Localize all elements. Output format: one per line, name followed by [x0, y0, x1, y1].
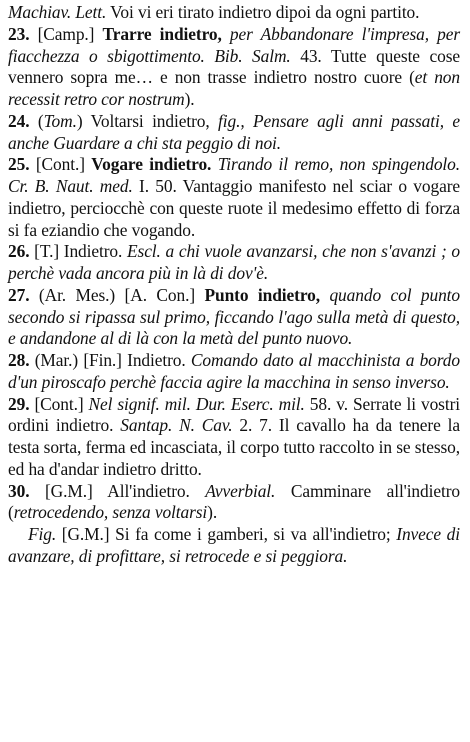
bold-text: 24.: [8, 110, 30, 131]
body-text: 2. 7. Il cavallo ha da tenere la testa sorta, ferma ed incasciata, il corpo tutto raccolto in se stesso, ed ha d'andar indietro dritto.: [8, 415, 460, 479]
dictionary-entry: [8, 285, 460, 350]
italic-text: Tom.: [43, 110, 77, 131]
body-text: (Mar.) [Fin.] Indietro.: [29, 350, 191, 370]
italic-text: Machiav. Lett.: [8, 2, 107, 22]
body-text: ) Voltarsi indietro,: [76, 110, 219, 131]
italic-text: quando col punto secondo si ripassa sul primo, ficcando l'ago sulla metà di questo, e andandone al di là con la metà del punto nuovo.: [8, 284, 461, 349]
body-text: [G.M.] All'indietro.: [29, 480, 206, 501]
body-text: (: [29, 110, 44, 131]
body-text: [Cont.]: [29, 393, 89, 414]
body-text: [Camp.]: [29, 23, 103, 44]
dictionary-entry: [8, 24, 460, 111]
dictionary-entry: [8, 241, 460, 285]
bold-text: 30.: [8, 480, 30, 501]
body-text: (Ar. Mes.) [A. Con.]: [29, 284, 205, 305]
bold-text: Vogare indietro.: [91, 154, 212, 175]
dictionary-entry: [8, 394, 460, 481]
body-text: ).: [184, 89, 195, 109]
body-text: I. 50. Vantaggio manifesto nel sciar o vogare indietro, perciocchè con queste ruote il medesimo effetto di forza si fa eziandio che vogando.: [8, 176, 461, 240]
dictionary-entry: [8, 2, 460, 24]
bold-text: 26.: [8, 241, 30, 262]
italic-text: Invece di avanzare, di profittare, si retrocede e si peggiora.: [8, 524, 460, 566]
body-text: 43. Tutte queste cose vennero sopra me… e non trasse indietro nostro cuore (: [8, 45, 460, 88]
dictionary-entry: [8, 524, 460, 568]
italic-text: Tirando il remo, non spingendolo. Cr. B. Naut. med.: [8, 154, 460, 196]
italic-text: Escl. a chi vuole avanzarsi, che non s'avanzi ; o perchè vada ancora più in là di dov'è.: [8, 241, 460, 283]
body-text: Camminare all'indietro (: [8, 480, 460, 523]
bold-text: 29.: [8, 393, 30, 414]
bold-text: 27.: [8, 284, 30, 305]
body-text: [Cont.]: [29, 154, 92, 175]
italic-text: retrocedendo, senza voltarsi: [13, 502, 208, 523]
italic-text: et non recessit retro cor nostrum: [8, 67, 460, 109]
italic-text: Fig.: [28, 524, 57, 544]
bold-text: 25.: [8, 154, 30, 175]
dictionary-entry: [8, 111, 460, 155]
body-text: 58. v. Serrate li vostri ordini indietro.: [8, 393, 460, 436]
bold-text: 23.: [8, 23, 30, 44]
bold-text: 28.: [8, 350, 30, 370]
bold-text: Punto indietro,: [204, 284, 320, 305]
body-text: [T.] Indietro.: [29, 241, 127, 262]
dictionary-entry: [8, 154, 460, 241]
italic-text: Santap. N. Cav.: [120, 415, 233, 436]
dictionary-entry: [8, 481, 460, 525]
italic-text: Comando dato al macchinista a bordo d'un piroscafo perchè faccia agire la macchina in senso inverso.: [8, 350, 460, 392]
italic-text: fig., Pensare agli anni passati, e anche Guardare a chi sta peggio di noi.: [8, 110, 460, 153]
italic-text: Avverbial.: [205, 480, 276, 501]
dictionary-entry: [8, 350, 460, 394]
body-text: [G.M.] Si fa come i gamberi, si va all'indietro;: [56, 524, 397, 544]
body-text: Voi vi eri tirato indietro dipoi da ogni partito.: [106, 2, 420, 22]
bold-text: Trarre indietro,: [102, 23, 222, 44]
italic-text: Nel signif. mil. Dur. Eserc. mil.: [88, 393, 305, 414]
body-text: ).: [207, 502, 218, 523]
italic-text: per Abbandonare l'impresa, per fiacchezza o sbigottimento. Bib. Salm.: [8, 23, 460, 66]
